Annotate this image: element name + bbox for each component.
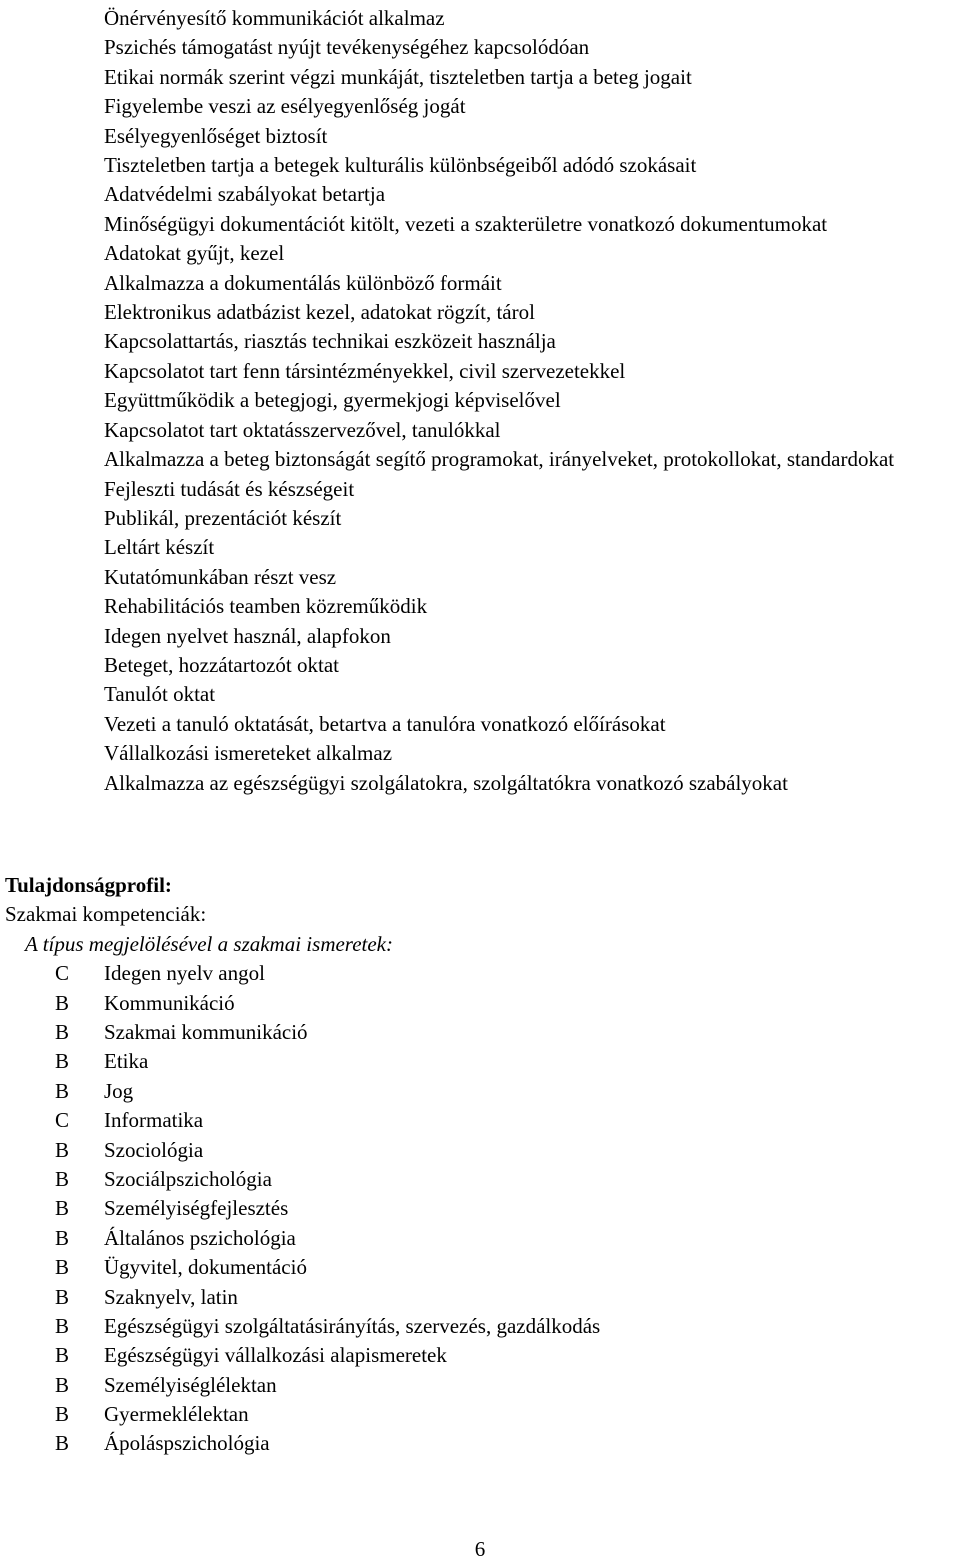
task-item: Kapcsolattartás, riasztás technikai eszközeit használja bbox=[104, 329, 556, 354]
task-item: Beteget, hozzátartozót oktat bbox=[104, 652, 339, 677]
knowledge-item bbox=[5, 1371, 955, 1400]
knowledge-item bbox=[5, 1224, 955, 1253]
knowledge-type: B bbox=[55, 990, 70, 1015]
task-item: Tiszteletben tartja a betegek kulturális különbségeiből adódó szokásait bbox=[104, 153, 697, 178]
knowledge-item bbox=[5, 1077, 955, 1106]
knowledge-type: B bbox=[55, 1255, 70, 1280]
knowledge-label: Idegen nyelv angol bbox=[104, 961, 265, 986]
knowledge-label: Informatika bbox=[104, 1108, 204, 1133]
knowledge-item bbox=[5, 1106, 955, 1135]
task-item: Együttműködik a betegjogi, gyermekjogi képviselővel bbox=[104, 388, 561, 413]
knowledge-type: B bbox=[55, 1372, 70, 1397]
knowledge-type: C bbox=[55, 961, 70, 986]
task-item: Rehabilitációs teamben közreműködik bbox=[104, 594, 428, 619]
knowledge-label: Személyiséglélektan bbox=[104, 1372, 277, 1397]
task-item: Adatokat gyűjt, kezel bbox=[104, 241, 285, 266]
task-item: Alkalmazza a beteg biztonságát segítő programokat, irányelveket, protokollokat, standardokat bbox=[104, 447, 895, 472]
section-heading: Tulajdonságprofil: bbox=[5, 873, 172, 897]
knowledge-label: Gyermeklélektan bbox=[104, 1402, 249, 1427]
task-item: Kapcsolatot tart oktatásszervezővel, tanulókkal bbox=[104, 417, 501, 442]
task-list bbox=[104, 4, 958, 798]
knowledge-type: B bbox=[55, 1166, 70, 1191]
knowledge-label: Szociálpszichológia bbox=[104, 1166, 272, 1191]
knowledge-label: Kommunikáció bbox=[104, 990, 235, 1015]
task-item: Vállalkozási ismereteket alkalmaz bbox=[104, 741, 393, 766]
page-number: 6 bbox=[474, 1537, 486, 1561]
knowledge-label: Általános pszichológia bbox=[104, 1225, 296, 1250]
task-item: Önérvényesítő kommunikációt alkalmaz bbox=[104, 6, 445, 30]
knowledge-label: Ügyvitel, dokumentáció bbox=[104, 1255, 307, 1280]
knowledge-type: B bbox=[55, 1225, 70, 1250]
task-item: Etikai normák szerint végzi munkáját, tiszteletben tartja a beteg jogait bbox=[104, 64, 692, 89]
knowledge-list bbox=[5, 959, 955, 1459]
knowledge-label: Jog bbox=[104, 1078, 134, 1103]
knowledge-item bbox=[5, 1341, 955, 1370]
knowledge-label: Személyiségfejlesztés bbox=[104, 1196, 289, 1221]
knowledge-type: C bbox=[55, 1108, 70, 1133]
knowledge-type: B bbox=[55, 1196, 70, 1221]
knowledge-item bbox=[5, 959, 955, 988]
task-item: Elektronikus adatbázist kezel, adatokat rögzít, tárol bbox=[104, 300, 535, 325]
knowledge-item bbox=[5, 1194, 955, 1223]
knowledge-label: Egészségügyi vállalkozási alapismeretek bbox=[104, 1343, 447, 1368]
knowledge-item bbox=[5, 1283, 955, 1312]
knowledge-type: B bbox=[55, 1049, 70, 1074]
task-item: Pszichés támogatást nyújt tevékenységéhez kapcsolódóan bbox=[104, 35, 590, 60]
property-profile-section bbox=[5, 871, 955, 1459]
section-subheading: Szakmai kompetenciák: bbox=[5, 902, 207, 927]
task-item: Kutatómunkában részt vesz bbox=[104, 564, 337, 589]
knowledge-type: B bbox=[55, 1431, 70, 1456]
knowledge-label: Szaknyelv, latin bbox=[104, 1284, 238, 1309]
knowledge-label: Ápoláspszichológia bbox=[104, 1431, 270, 1456]
task-item: Fejleszti tudását és készségeit bbox=[104, 476, 355, 501]
knowledge-item bbox=[5, 989, 955, 1018]
task-item: Idegen nyelvet használ, alapfokon bbox=[104, 623, 391, 648]
section-intro: A típus megjelölésével a szakmai ismeretek: bbox=[25, 931, 393, 956]
knowledge-item bbox=[5, 1400, 955, 1429]
knowledge-item bbox=[5, 1136, 955, 1165]
knowledge-item bbox=[5, 1165, 955, 1194]
task-item: Leltárt készít bbox=[104, 535, 215, 560]
task-item: Esélyegyenlőséget biztosít bbox=[104, 123, 328, 148]
knowledge-label: Egészségügyi szolgáltatásirányítás, szervezés, gazdálkodás bbox=[104, 1313, 601, 1338]
task-item: Tanulót oktat bbox=[104, 682, 216, 707]
task-item: Figyelembe veszi az esélyegyenlőség jogát bbox=[104, 94, 466, 119]
knowledge-item bbox=[5, 1253, 955, 1282]
knowledge-type: B bbox=[55, 1020, 70, 1044]
knowledge-item bbox=[5, 1047, 955, 1076]
task-item: Minőségügyi dokumentációt kitölt, vezeti a szakterületre vonatkozó dokumentumokat bbox=[104, 211, 828, 236]
task-item: Publikál, prezentációt készít bbox=[104, 505, 342, 530]
task-item: Vezeti a tanuló oktatását, betartva a tanulóra vonatkozó előírásokat bbox=[104, 711, 666, 736]
task-item: Adatvédelmi szabályokat betartja bbox=[104, 182, 386, 207]
knowledge-item bbox=[5, 1018, 955, 1047]
knowledge-label: Szociológia bbox=[104, 1137, 204, 1162]
knowledge-item bbox=[5, 1312, 955, 1341]
knowledge-type: B bbox=[55, 1078, 70, 1103]
knowledge-type: B bbox=[55, 1343, 70, 1368]
knowledge-item bbox=[5, 1429, 955, 1458]
knowledge-type: B bbox=[55, 1402, 70, 1427]
knowledge-type: B bbox=[55, 1137, 70, 1162]
knowledge-label: Etika bbox=[104, 1049, 149, 1074]
task-item: Kapcsolatot tart fenn társintézményekkel, civil szervezetekkel bbox=[104, 358, 626, 383]
knowledge-label: Szakmai kommunikáció bbox=[104, 1020, 308, 1044]
task-item: Alkalmazza a dokumentálás különböző formáit bbox=[104, 270, 502, 295]
task-item: Alkalmazza az egészségügyi szolgálatokra, szolgáltatókra vonatkozó szabályokat bbox=[104, 770, 788, 795]
knowledge-type: B bbox=[55, 1313, 70, 1338]
knowledge-type: B bbox=[55, 1284, 70, 1309]
